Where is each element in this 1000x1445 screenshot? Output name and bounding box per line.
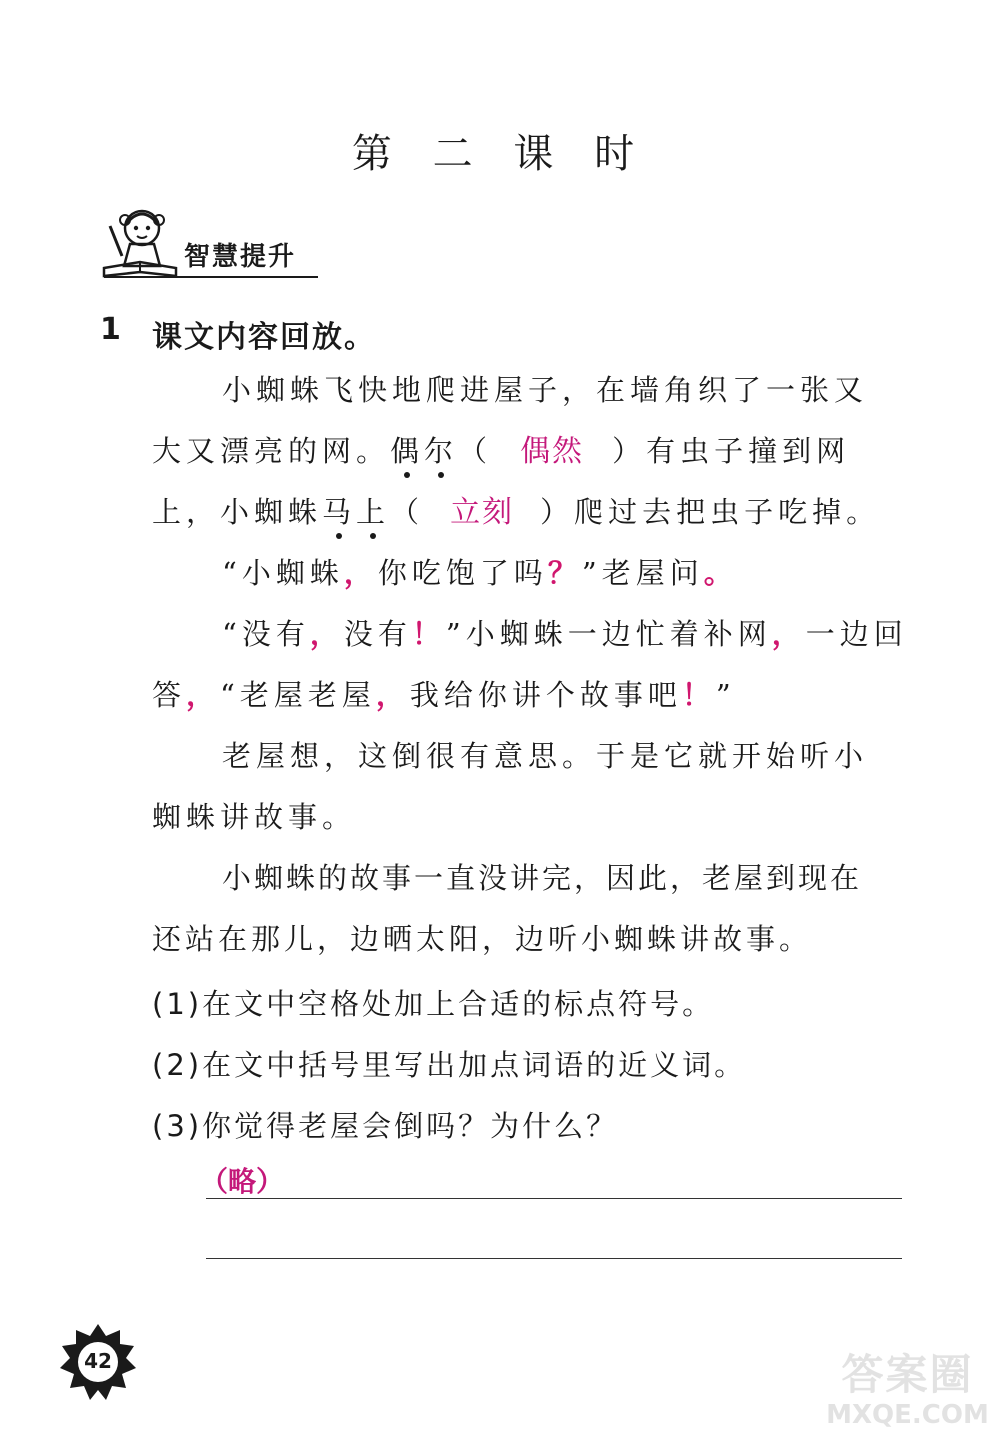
sub-question-3: (3)你觉得老屋会倒吗？为什么？ — [152, 1109, 619, 1143]
sub-question-2: (2)在文中括号里写出加点词语的近义词。 — [152, 1048, 747, 1082]
passage-line-1: 小蜘蛛飞快地爬进屋子，在墙角织了一张又 — [222, 373, 869, 407]
question-number: 1 — [100, 312, 121, 347]
passage-text: 没有 — [343, 617, 412, 651]
answer-punctuation: ！ — [411, 617, 446, 651]
page-number: 42 — [84, 1349, 112, 1373]
page-title: 第 二 课 时 — [351, 131, 649, 177]
passage-text: 答 — [152, 678, 187, 712]
answer-punctuation: ， — [771, 617, 806, 651]
passage-line-10: 还站在那儿，边晒太阳，边听小蜘蛛讲故事。 — [152, 922, 813, 956]
page-number-badge — [58, 1322, 138, 1402]
passage-line-8: 蜘蛛讲故事。 — [152, 800, 357, 834]
passage-text: 上，小蜘蛛 — [152, 495, 323, 529]
passage-text: 我给你讲个故事吧 — [409, 678, 682, 712]
dotted-char: 偶 — [390, 434, 425, 468]
answer-synonym-1: 偶然 — [520, 434, 585, 469]
sub-question-1: (1)在文中空格处加上合适的标点符号。 — [152, 987, 715, 1021]
passage-line-5 — [222, 614, 908, 654]
answer-punctuation: ？ — [547, 556, 582, 590]
passage-text: 大又漂亮的网。 — [152, 434, 391, 468]
section-underline — [104, 276, 318, 278]
dotted-char: 上 — [356, 495, 391, 529]
passage-text: ”小蜘蛛一边忙着补网 — [445, 617, 772, 651]
dotted-char: 马 — [322, 495, 357, 529]
passage-line-4 — [222, 553, 738, 593]
answer-punctuation: 。 — [703, 556, 738, 590]
dotted-char: 尔 — [424, 434, 459, 468]
passage-line-9: 小蜘蛛的故事一直没讲完，因此，老屋到现在 — [222, 861, 863, 895]
answer-punctuation: ！ — [681, 678, 716, 712]
passage-text: “老屋老屋 — [220, 678, 376, 712]
watermark-url: MXQE.COM — [826, 1400, 989, 1430]
passage-text: ” — [715, 678, 736, 712]
paren-open: （ — [458, 434, 493, 468]
answer-omitted: （略） — [200, 1165, 285, 1198]
answer-line — [206, 1198, 902, 1199]
passage-text: 你吃饱了吗 — [377, 556, 548, 590]
answer-synonym-2: 立刻 — [450, 495, 515, 530]
passage-line-2 — [152, 431, 850, 472]
passage-text: “没有 — [222, 617, 310, 651]
answer-punctuation: ， — [343, 556, 378, 590]
passage-text: ”老屋问 — [581, 556, 704, 590]
answer-punctuation: ， — [375, 678, 410, 712]
passage-line-7: 老屋想，这倒很有意思。于是它就开始听小 — [222, 739, 869, 773]
answer-punctuation: ， — [186, 678, 221, 712]
section-label: 智慧提升 — [184, 242, 297, 272]
girl-reading-icon — [100, 206, 180, 282]
question-title: 课文内容回放。 — [152, 320, 376, 355]
passage-text: ）有虫子撞到网 — [612, 434, 851, 468]
answer-line — [206, 1258, 902, 1259]
passage-line-6 — [152, 675, 736, 715]
passage-text: ）爬过去把虫子吃掉。 — [540, 495, 881, 529]
watermark-text: 答案圈 — [841, 1350, 974, 1399]
answer-punctuation: ， — [309, 617, 344, 651]
passage-line-3 — [152, 492, 880, 533]
passage-text: 一边回 — [805, 617, 908, 651]
watermark-logo — [820, 1340, 995, 1440]
passage-text: “小蜘蛛 — [222, 556, 344, 590]
paren-open: （ — [390, 495, 425, 529]
